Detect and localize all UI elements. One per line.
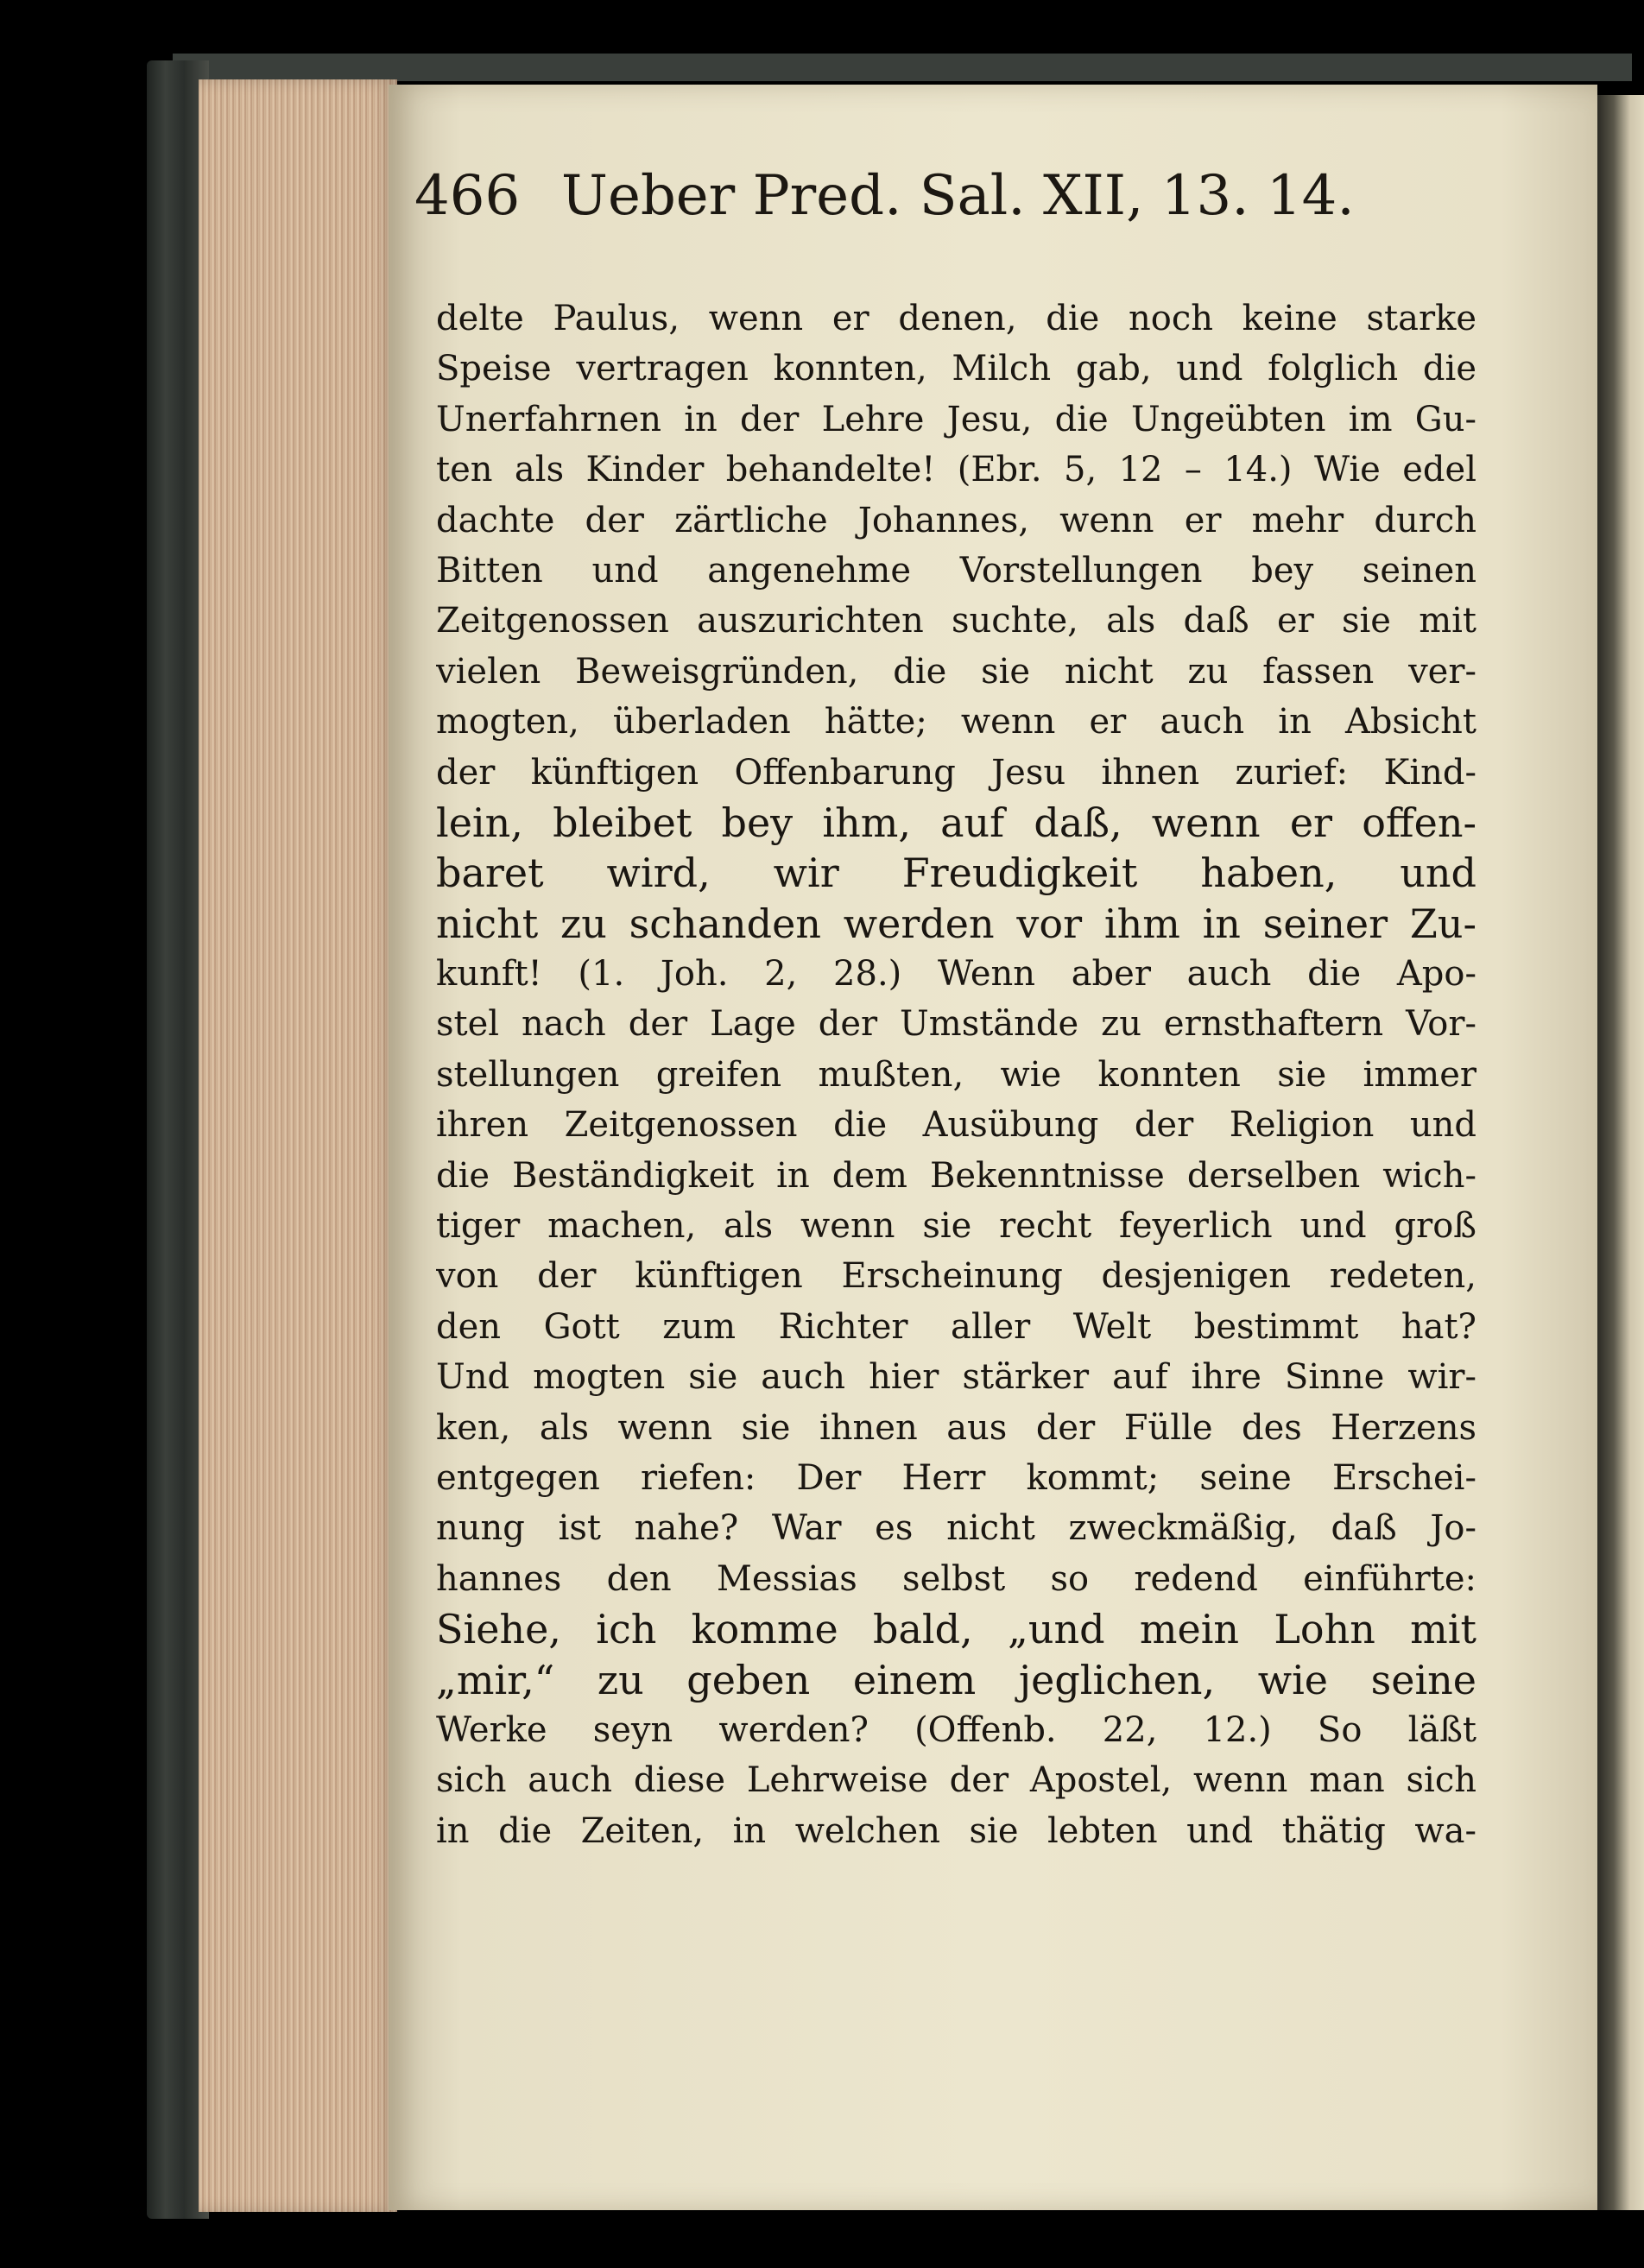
text-line: Speise vertragen konnten, Milch gab, und folglich die [436,349,1476,389]
text-line: hannes den Messias selbst so redend einführte: [436,1558,1476,1599]
text-line: kunft! (1. Joh. 2, 28.) Wenn aber auch die Apo- [436,954,1476,995]
text-line: lein, bleibet bey ihm, auf daß, wenn er offen- [436,799,1476,846]
text-line: in die Zeiten, in welchen sie lebten und thätig wa- [436,1810,1476,1851]
page-edges [199,79,397,2212]
text-line: delte Paulus, wenn er denen, die noch keine starke [436,299,1476,338]
text-line: Siehe, ich komme bald, „und mein Lohn mit [436,1606,1476,1653]
text-line: entgegen riefen: Der Herr kommt; seine Erschei- [436,1457,1476,1498]
text-line: Zeitgenossen auszurichten suchte, als daß er sie mit [436,601,1476,641]
text-line: nicht zu schanden werden vor ihm in seiner Zu- [436,900,1476,947]
text-line: Bitten und angenehme Vorstellungen bey seinen [436,550,1476,591]
text-line: ihren Zeitgenossen die Ausübung der Religion und [436,1105,1476,1146]
text-line: von der künftigen Erscheinung desjenigen redeten, [436,1256,1476,1297]
facing-page-edge [1597,95,1644,2210]
text-line: baret wird, wir Freudigkeit haben, und [436,850,1476,897]
page-number: 466 [414,164,521,228]
running-title: Ueber Pred. Sal. XII, 13. 14. [561,164,1355,228]
text-line: ten als Kinder behandelte! (Ebr. 5, 12 – 14.) Wie edel [436,450,1476,490]
book-cover-top [173,54,1632,81]
text-line: die Beständigkeit in dem Bekenntnisse derselben wich- [436,1155,1476,1196]
text-line: Und mogten sie auch hier stärker auf ihre Sinne wir- [436,1357,1476,1398]
text-line: tiger machen, als wenn sie recht feyerlich und groß [436,1206,1476,1247]
text-line: den Gott zum Richter aller Welt bestimmt hat? [436,1306,1476,1347]
text-line: stel nach der Lage der Umstände zu ernsthaftern Vor- [436,1004,1476,1045]
text-line: dachte der zärtliche Johannes, wenn er mehr durch [436,500,1476,540]
text-line: ken, als wenn sie ihnen aus der Fülle des Herzens [436,1407,1476,1448]
body-text [436,294,1476,2089]
text-line: der künftigen Offenbarung Jesu ihnen zurief: Kind- [436,752,1476,793]
text-line: mogten, überladen hätte; wenn er auch in Absicht [436,702,1476,742]
text-line: Unerfahrnen in der Lehre Jesu, die Ungeübten im Gu- [436,399,1476,439]
text-line: Werke seyn werden? (Offenb. 22, 12.) So läßt [436,1709,1476,1750]
running-header [414,164,1494,250]
text-line: nung ist nahe? War es nicht zweckmäßig, daß Jo- [436,1508,1476,1549]
text-line: stellungen greifen mußten, wie konnten sie immer [436,1054,1476,1095]
text-line: vielen Beweisgründen, die sie nicht zu fassen ver- [436,651,1476,692]
text-line: sich auch diese Lehrweise der Apostel, wenn man sich [436,1760,1476,1801]
text-line: „mir,“ zu geben einem jeglichen, wie seine [436,1656,1476,1703]
